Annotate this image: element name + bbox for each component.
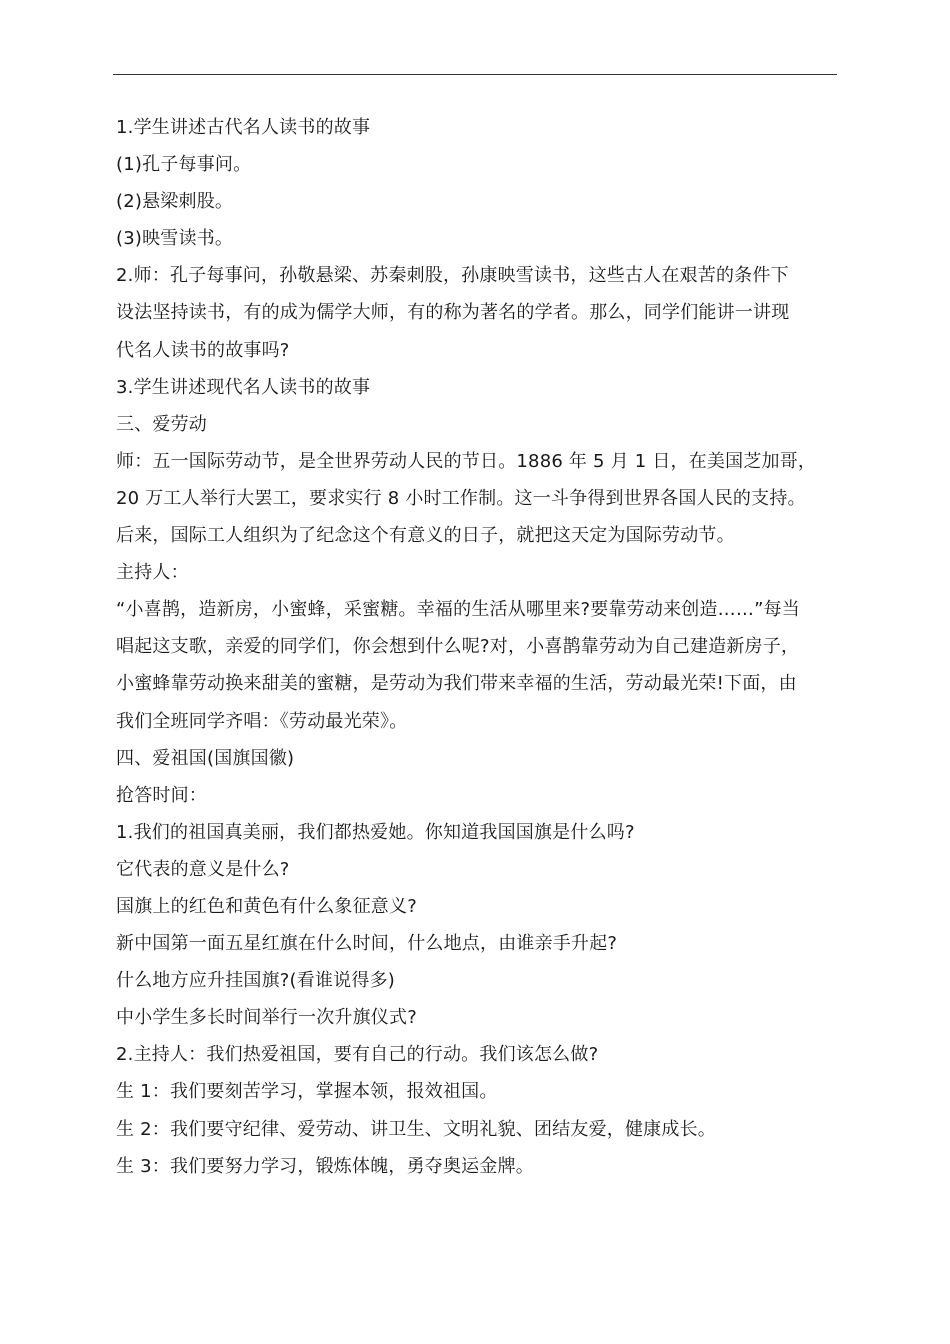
text-line: 抢答时间： (116, 784, 207, 806)
text-line: 主持人： (116, 562, 189, 584)
text-line: 生 1：我们要刻苦学习，掌握本领，报效祖国。 (116, 1081, 498, 1103)
text-line: 它代表的意义是什么? (116, 858, 290, 880)
text-line: 后来，国际工人组织为了纪念这个有意义的日子，就把这天定为国际劳动节。 (116, 525, 735, 547)
text-line: 师：五一国际劳动节，是全世界劳动人民的节日。1886 年 5 月 1 日，在美国芝加哥， (116, 450, 817, 472)
text-line: 我们全班同学齐唱：《劳动最光荣》。 (116, 710, 408, 732)
text-line: 设法坚持读书，有的成为儒学大师，有的称为著名的学者。那么，同学们能讲一讲现 (116, 302, 790, 324)
text-line: 生 3：我们要努力学习，锻炼体魄，勇夺奥运金牌。 (116, 1155, 534, 1177)
text-line: 3.学生讲述现代名人读书的故事 (116, 376, 371, 398)
text-line: 2.主持人：我们热爱祖国，要有自己的行动。我们该怎么做? (116, 1044, 599, 1066)
text-line: 唱起这支歌，亲爱的同学们，你会想到什么呢?对，小喜鹊靠劳动为自己建造新房子， (116, 636, 800, 658)
document-body (116, 109, 840, 1185)
text-line: (1)孔子每事问。 (116, 154, 252, 176)
text-line: 20 万工人举行大罢工，要求实行 8 小时工作制。这一斗争得到世界各国人民的支持。 (116, 487, 806, 509)
section-heading: 三、爱劳动 (116, 413, 207, 435)
text-line: 新中国第一面五星红旗在什么时间，什么地点，由谁亲手升起? (116, 933, 618, 955)
text-line: 生 2：我们要守纪律、爱劳动、讲卫生、文明礼貌、团结友爱，健康成长。 (116, 1118, 716, 1140)
text-line: 中小学生多长时间举行一次升旗仪式? (116, 1007, 417, 1029)
text-line: 国旗上的红色和黄色有什么象征意义? (116, 895, 417, 917)
text-line: 什么地方应升挂国旗?(看谁说得多) (116, 970, 395, 992)
text-line: (2)悬梁刺股。 (116, 191, 234, 213)
text-line: 1.我们的祖国真美丽，我们都热爱她。你知道我国国旗是什么吗? (116, 821, 635, 843)
text-line: “小喜鹊，造新房，小蜜蜂，采蜜糖。幸福的生活从哪里来?要靠劳动来创造……”每当 (116, 599, 801, 621)
text-line: 2.师：孔子每事问，孙敬悬梁、苏秦刺股，孙康映雪读书，这些古人在艰苦的条件下 (116, 265, 789, 287)
section-heading: 四、爱祖国(国旗国徽) (116, 747, 295, 769)
text-line: 小蜜蜂靠劳动换来甜美的蜜糖，是劳动为我们带来幸福的生活，劳动最光荣!下面，由 (116, 673, 797, 695)
header-rule (113, 74, 837, 75)
text-line: 代名人读书的故事吗? (116, 339, 290, 361)
text-line: (3)映雪读书。 (116, 228, 234, 250)
text-line: 1.学生讲述古代名人读书的故事 (116, 117, 371, 138)
